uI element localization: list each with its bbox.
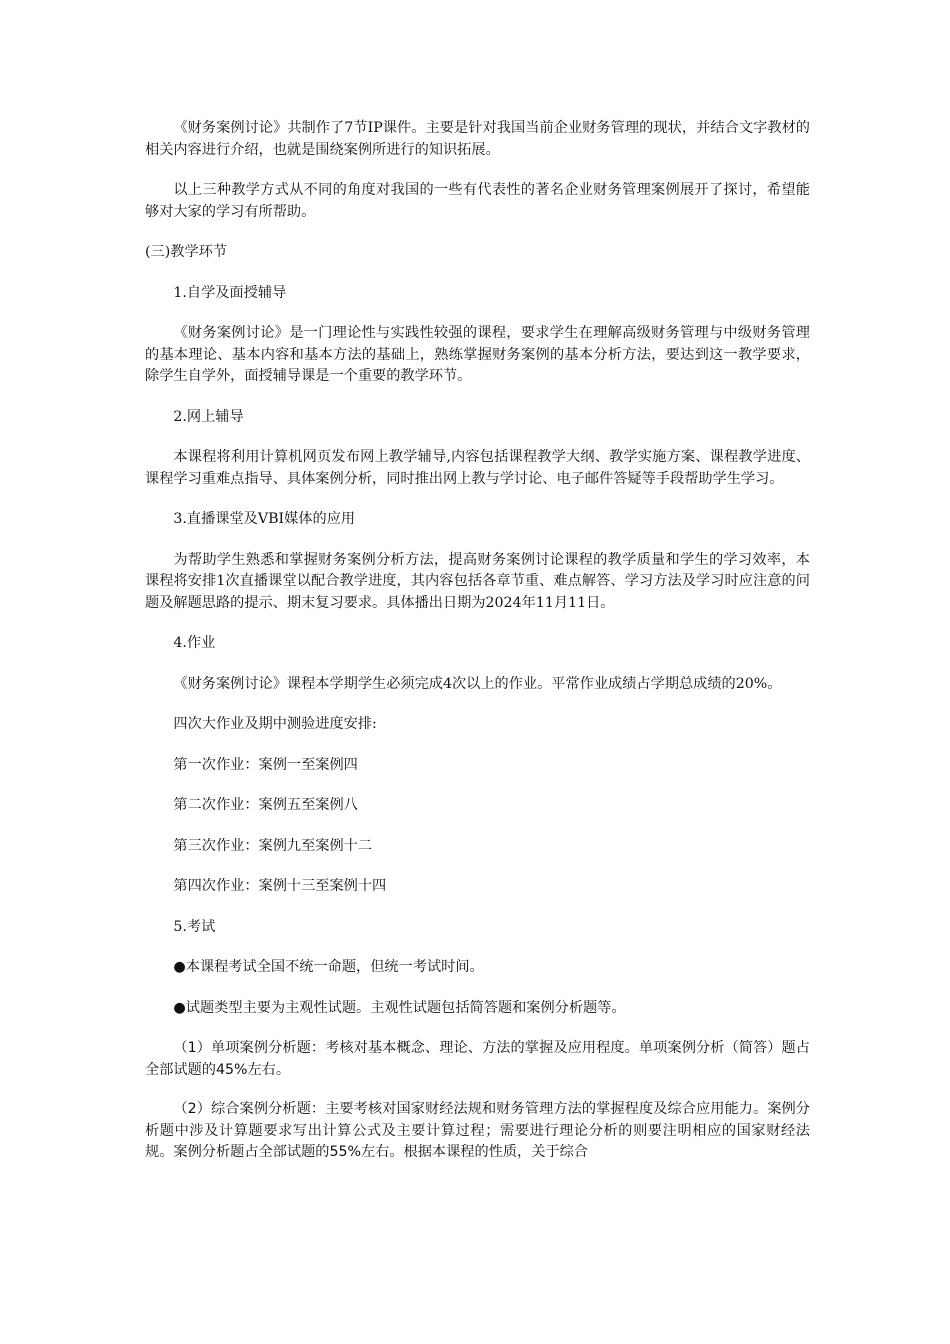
list-item-homework-3: 第三次作业：案例九至案例十二 bbox=[173, 837, 373, 854]
document-page bbox=[145, 118, 810, 1182]
paragraph-online-tutoring: 本课程将利用计算机网页发布网上教学辅导,内容包括课程教学大纲、教学实施方案、课程教学进度、课程学习重难点指导、具体案例分析，同时推出网上教与学讨论、电子邮件答疑等手段帮助学生学习。 bbox=[145, 449, 810, 487]
list-item-homework-1: 第一次作业：案例一至案例四 bbox=[173, 756, 358, 773]
bullet-exam-type: ●试题类型主要为主观性试题。主观性试题包括简答题和案例分析题等。 bbox=[173, 999, 626, 1016]
section-heading-teaching-steps: (三)教学环节 bbox=[145, 244, 228, 260]
bullet-exam-time: ●本课程考试全国不统一命题，但统一考试时间。 bbox=[173, 959, 484, 975]
paragraph-self-study: 《财务案例讨论》是一门理论性与实践性较强的课程，要求学生在理解高级财务管理与中级财务管理的基本理论、基本内容和基本方法的基础上，熟练掌握财务案例的基本分析方法，要达到这一教学要求，除学生自学外，面授辅导课是一个重要的教学环节。 bbox=[145, 325, 810, 384]
subheading-online-tutoring: 2.网上辅导 bbox=[173, 408, 244, 425]
subheading-exam: 5.考试 bbox=[173, 918, 216, 935]
paragraph-ip-courseware: 《财务案例讨论》共制作了7节IP课件。主要是针对我国当前企业财务管理的现状，并结合文字教材的相关内容进行介绍，也就是围绕案例所进行的知识拓展。 bbox=[145, 120, 810, 158]
paragraph-live-class: 为帮助学生熟悉和掌握财务案例分析方法，提高财务案例讨论课程的教学质量和学生的学习效率，本课程将安排1次直播课堂以配合教学进度，其内容包括各章节重、难点解答、学习方法及学习时应注意的问题及解题思路的提示、期末复习要求。具体播出日期为2024年11月11日。 bbox=[145, 551, 810, 611]
paragraph-homework: 《财务案例讨论》课程本学期学生必须完成4次以上的作业。平常作业成绩占学期总成绩的20%。 bbox=[173, 675, 782, 692]
subheading-homework: 4.作业 bbox=[173, 635, 216, 651]
paragraph-comprehensive-case-question: （2）综合案例分析题：主要考核对国家财经法规和财务管理方法的掌握程度及综合应用能力。案例分析题中涉及计算题要求写出计算公式及主要计算过程；需要进行理论分析的则要注明相应的国家财经法规。案例分析题占全部试题的55%左右。根据本课程的性质，关于综合 bbox=[145, 1101, 810, 1160]
list-item-homework-2: 第二次作业：案例五至案例八 bbox=[173, 797, 358, 813]
paragraph-summary: 以上三种教学方式从不同的角度对我国的一些有代表性的著名企业财务管理案例展开了探讨，希望能够对大家的学习有所帮助。 bbox=[145, 182, 810, 220]
list-item-homework-4: 第四次作业：案例十三至案例十四 bbox=[173, 878, 387, 894]
paragraph-single-case-question: （1）单项案例分析题：考核对基本概念、理论、方法的掌握及应用程度。单项案例分析（简答）题占全部试题的45%左右。 bbox=[145, 1040, 810, 1078]
paragraph-homework-schedule: 四次大作业及期中测验进度安排: bbox=[173, 716, 377, 732]
subheading-live-class: 3.直播课堂及VBI媒体的应用 bbox=[173, 511, 356, 527]
subheading-self-study: 1.自学及面授辅导 bbox=[173, 284, 287, 301]
